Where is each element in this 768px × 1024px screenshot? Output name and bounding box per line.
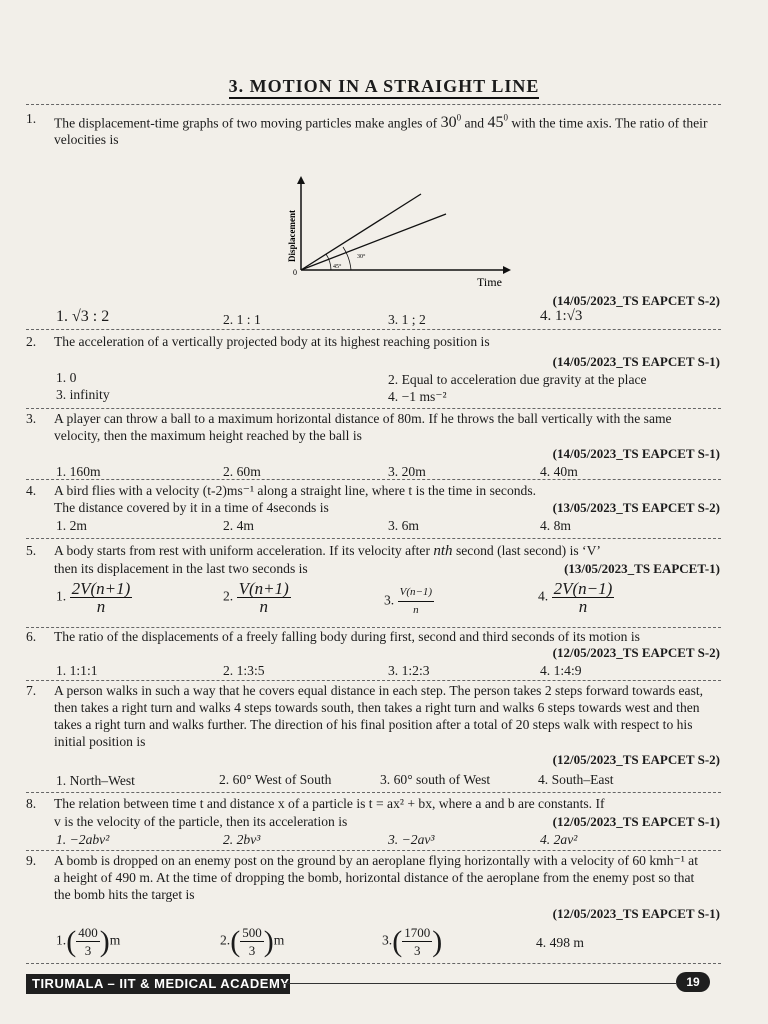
option-1: 1. 2m	[56, 518, 87, 533]
divider	[26, 850, 721, 851]
option-2: 2. 4m	[223, 518, 254, 533]
question-number: 2.	[26, 334, 37, 349]
option-2: 2. $\frac{V(n+1)}{n}$	[223, 579, 289, 616]
divider	[26, 792, 721, 793]
y-axis-label: Displacement	[287, 210, 297, 262]
divider	[26, 963, 721, 964]
option-4: 4. 498 m	[536, 935, 584, 950]
option-3: 3. 1 ; 2	[388, 312, 426, 327]
question-text: A player can throw a ball to a maximum horizontal distance of 80m. If he throws the ball vertically with the same velocity, then the maximum height reached by the ball is	[54, 411, 672, 443]
line-30	[301, 214, 446, 270]
option-4: 4. 40m	[540, 464, 578, 479]
angle-label-small: 45°	[333, 264, 342, 270]
displacement-time-graph	[281, 172, 521, 292]
exam-tag: (14/05/2023_TS EAPCET S-1)	[552, 354, 720, 369]
option-1: 1.( $\frac{400}{3}$ )m	[56, 924, 121, 958]
option-1: 1. 0	[56, 370, 77, 385]
exam-tag: (13/05/2023_TS EAPCET S-2)	[552, 500, 720, 515]
option-2: 2. 60m	[223, 464, 261, 479]
angle-label-large: 30°	[357, 254, 366, 260]
option-3: 3. $\frac{V(n-1)}{n}$	[384, 586, 433, 616]
question-number: 1.	[26, 111, 37, 126]
question-text-line2: then its displacement in the last two seconds is	[54, 561, 308, 576]
origin-label: 0	[293, 268, 297, 277]
question-6	[26, 628, 720, 680]
exam-tag: (12/05/2023_TS EAPCET S-1)	[552, 814, 720, 829]
divider	[26, 329, 721, 330]
divider	[26, 680, 721, 681]
question-number: 4.	[26, 483, 37, 498]
option-1: 1. 1:1:1	[56, 663, 98, 678]
question-9	[26, 852, 720, 967]
page-number: 19	[676, 972, 710, 992]
option-4: 4. South–East	[538, 772, 614, 787]
page-title: 3. MOTION IN A STRAIGHT LINE	[0, 76, 768, 97]
question-number: 3.	[26, 411, 37, 426]
option-3: 3. infinity	[56, 387, 110, 402]
option-1: 1. $\frac{2V(n+1)}{n}$	[56, 579, 131, 616]
option-1: 1. North–West	[56, 773, 135, 788]
option-4: 4. −1 ms⁻²	[388, 389, 447, 404]
divider	[26, 104, 721, 105]
divider	[26, 479, 721, 480]
option-3: 3. 6m	[388, 518, 419, 533]
question-number: 9.	[26, 853, 37, 868]
divider	[26, 538, 721, 539]
option-3: 3. 1:2:3	[388, 663, 430, 678]
option-4: 4. 1:√3	[540, 308, 583, 324]
question-number: 8.	[26, 796, 37, 811]
option-2: 2.( $\frac{500}{3}$ )m	[220, 924, 285, 958]
question-text-line2: v is the velocity of the particle, then its acceleration is	[54, 814, 348, 829]
option-4: 4. 2av²	[540, 832, 578, 847]
angle-arc-large	[343, 247, 351, 270]
x-axis-arrow	[503, 266, 511, 274]
option-2: 2. 60° West of South	[219, 772, 332, 787]
option-4: 4. $\frac{2V(n-1)}{n}$	[538, 579, 613, 616]
option-2: 2. 1:3:5	[223, 663, 265, 678]
exam-tag: (14/05/2023_TS EAPCET S-2)	[552, 293, 720, 308]
question-8	[26, 795, 720, 850]
question-number: 7.	[26, 683, 37, 698]
question-number: 6.	[26, 629, 37, 644]
x-axis-label: Time	[477, 275, 502, 289]
option-1: 1. √3 : 2	[56, 308, 110, 325]
question-3	[26, 410, 720, 480]
question-text: A body starts from rest with uniform acceleration. If its velocity after nth second (last second) is ‘V’	[54, 543, 601, 559]
option-1: 1. −2abv²	[56, 832, 110, 847]
option-4: 4. 1:4:9	[540, 663, 582, 678]
option-4: 4. 8m	[540, 518, 571, 533]
option-2: 2. 1 : 1	[223, 312, 261, 327]
footer-rule	[284, 983, 676, 984]
exam-tag: (12/05/2023_TS EAPCET S-2)	[552, 752, 720, 767]
question-text: A bird flies with a velocity (t-2)ms⁻¹ along a straight line, where t is the time in seconds. The distance covered by it in a time of 4seconds is	[54, 483, 537, 515]
angle-arc-small	[326, 254, 331, 270]
option-2: 2. 2bv³	[223, 832, 261, 847]
exam-tag: (14/05/2023_TS EAPCET S-1)	[552, 446, 720, 461]
question-text: A bomb is dropped on an enemy post on the ground by an aeroplane flying horizontally with a velocity of 60 kmh⁻¹ at a height of 490 m. At the time of dropping the bomb, horizontal distance of the aeroplane from the enemy post so that the bomb hits the target is	[54, 853, 698, 902]
academy-banner: TIRUMALA – IIT & MEDICAL ACADEMY	[26, 974, 290, 994]
exam-tag: (13/05/2023_TS EAPCET-1)	[564, 561, 720, 576]
option-2: 2. Equal to acceleration due gravity at the place	[388, 372, 647, 387]
question-4	[26, 482, 720, 540]
option-3: 3. 20m	[388, 464, 426, 479]
question-number: 5.	[26, 543, 37, 558]
option-3: 3. −2av³	[388, 832, 435, 847]
y-axis-arrow	[297, 176, 305, 184]
question-text: The acceleration of a vertically projected body at its highest reaching position is	[54, 334, 490, 349]
question-text: The relation between time t and distance x of a particle is t = ax² + bx, where a and b are constants. If	[54, 796, 605, 811]
question-text: The displacement-time graphs of two moving particles make angles of $30^0$ and $45^0$ with the time axis. The ratio of their velocities is	[54, 113, 708, 148]
nth-term: nth	[433, 543, 453, 559]
question-7	[26, 682, 720, 792]
exam-tag: (12/05/2023_TS EAPCET S-2)	[552, 645, 720, 660]
question-text: The ratio of the displacements of a freely falling body during first, second and third seconds of its motion is	[54, 629, 640, 644]
option-3: 3. 60° south of West	[380, 772, 491, 787]
question-text: A person walks in such a way that he covers equal distance in each step. The person takes 2 steps forward towards east, then takes a right turn and walks 4 steps towards south, then takes a right turn and walks 6 steps towards west and then takes a right turn and walks further. The direction of his final position after a total of 20 steps walk with respect to his initial position is	[54, 683, 704, 749]
question-2	[26, 333, 720, 405]
option-1: 1. 160m	[56, 464, 101, 479]
question-1	[26, 110, 720, 325]
divider	[26, 408, 721, 409]
question-5	[26, 542, 720, 627]
exam-tag: (12/05/2023_TS EAPCET S-1)	[552, 906, 720, 921]
option-3: 3.( $\frac{1700}{3}$ )	[382, 924, 443, 958]
